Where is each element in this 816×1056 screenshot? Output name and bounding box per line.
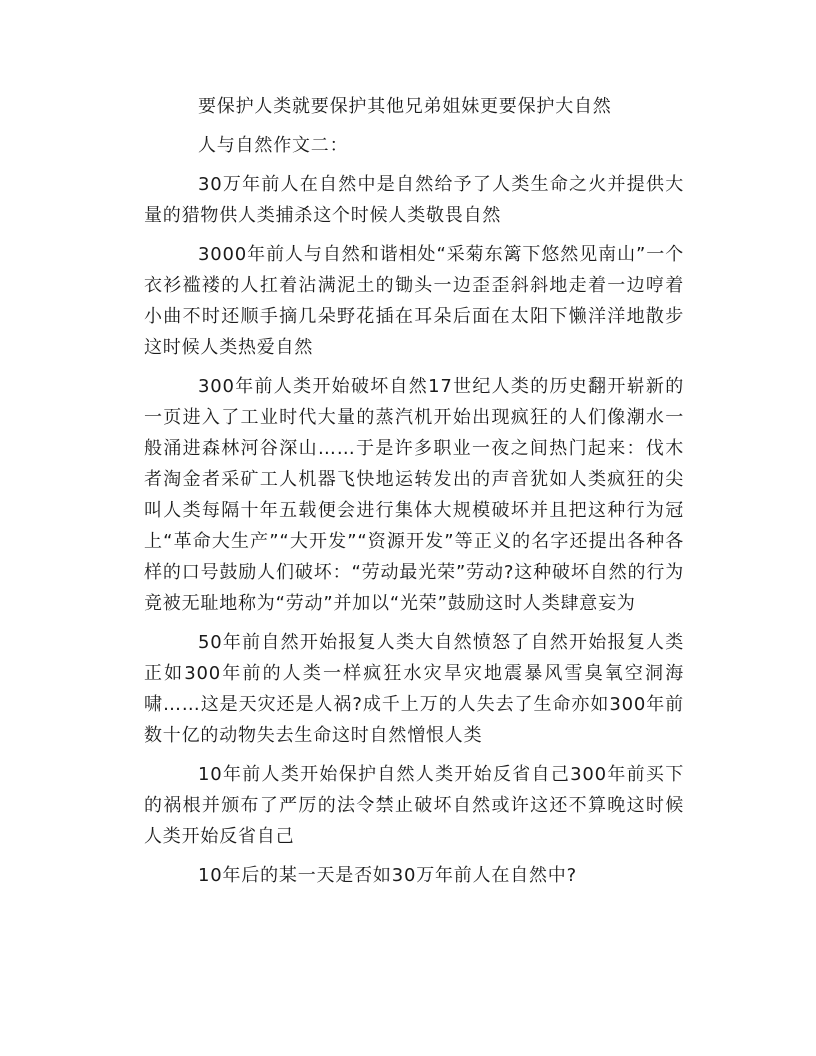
paragraph-5: 300年前人类开始破坏自然17世纪人类的历史翻开崭新的一页进入了工业时代大量的蒸汽机开始出现疯狂的人们像潮水一般涌进森林河谷深山……于是许多职业一夜之间热门起来：伐木者淘金者采矿工人机器飞快地运转发出的声音犹如人类疯狂的尖叫人类每隔十年五载便会进行集体大规模破坏并且把这种行为冠上“革命大生产”“大开发”“资源开发”等正义的名字还提出各种各样的口号鼓励人们破坏：“劳动最光荣”劳动?这种破坏自然的行为竟被无耻地称为“劳动”并加以“光荣”鼓励这时人类肆意妄为 xyxy=(144,376,684,614)
paragraph-1: 要保护人类就要保护其他兄弟姐妹更要保护大自然 xyxy=(198,96,612,117)
paragraph-3: 30万年前人在自然中是自然给予了人类生命之火并提供大量的猎物供人类捕杀这个时候人类敬畏自然 xyxy=(144,174,684,226)
paragraph-6: 50年前自然开始报复人类大自然愤怒了自然开始报复人类正如300年前的人类一样疯狂水灾旱灾地震暴风雪臭氧空洞海啸……这是天灾还是人祸?成千上万的人失去了生命亦如300年前数十亿的动物失去生命这时自然憎恨人类 xyxy=(144,632,684,746)
paragraph-7: 10年前人类开始保护自然人类开始反省自己300年前买下的祸根并颁布了严厉的法令禁止破坏自然或许这还不算晚这时候人类开始反省自己 xyxy=(144,764,684,847)
paragraph-4: 3000年前人与自然和谐相处“采菊东篱下悠然见南山”一个衣衫褴褛的人扛着沾满泥土的锄头一边歪歪斜斜地走着一边哼着小曲不时还顺手摘几朵野花插在耳朵后面在太阳下懒洋洋地散步这时候人类热爱自然 xyxy=(144,244,684,358)
paragraph-2: 人与自然作文二： xyxy=(198,135,349,156)
paragraph-8: 10年后的某一天是否如30万年前人在自然中? xyxy=(198,865,577,886)
document-body xyxy=(144,91,684,899)
